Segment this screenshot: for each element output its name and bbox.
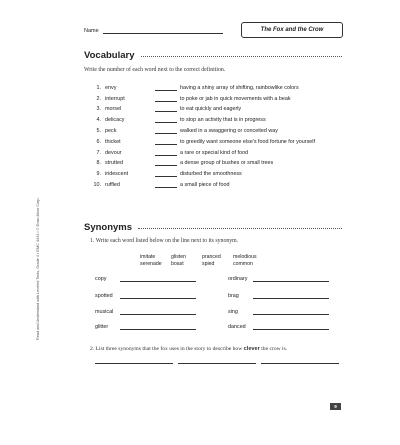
synonyms-heading [84,222,342,233]
synonym-word: sing [228,309,238,315]
page-number: 9 [330,403,341,410]
answer-blank[interactable] [155,160,177,166]
vocab-row [92,145,352,156]
vocab-num: 9. [96,171,101,178]
q2-answer-line[interactable] [178,358,256,364]
vocab-row [92,102,352,113]
synonym-row-right [228,276,329,282]
synonym-word: musical [95,309,114,315]
vocab-row [92,80,352,91]
q2-answer-line[interactable] [261,358,339,364]
synonym-row-left [95,309,196,315]
vocab-word: thicket [105,138,121,145]
vocab-num: 8. [96,160,101,167]
vocab-definition: to poke or jab in quick movements with a beak [180,95,291,102]
q2-text: 2. List three synonyms that the fox uses in the story to describe how [90,346,244,352]
name-line[interactable] [103,27,223,34]
heading-dots [141,56,342,57]
synonym-word: spotted [95,293,113,299]
synonym-answer-line[interactable] [120,324,196,330]
answer-blank[interactable] [155,85,177,91]
vocab-num: 7. [96,149,101,156]
word-bank-column [140,254,171,268]
synonym-row-right [228,309,329,315]
vocab-word: ruffled [105,181,120,188]
name-label: Name [84,28,99,34]
vocabulary-heading-text: Vocabulary [84,50,135,61]
word-bank-column [202,254,233,268]
q2-answer-lines [95,358,339,364]
synonym-answer-line[interactable] [253,309,329,315]
vocabulary-list [92,80,352,188]
answer-blank[interactable] [155,150,177,156]
bank-word: spied [202,261,215,267]
synonyms-question-1: 1. Write each word listed below on the line next to its synonym. [90,238,239,244]
synonym-word: brag [228,293,239,299]
vocab-definition: a rare or special kind of food [180,149,249,156]
bank-word: pranced [202,254,221,260]
name-field [84,27,223,34]
vocab-row [92,156,352,167]
answer-blank[interactable] [155,117,177,123]
vocab-row [92,123,352,134]
vocab-word: interrupt [105,95,125,102]
vocab-definition: to eat quickly and eagerly [180,106,242,113]
vocab-row [92,177,352,188]
q2-answer-line[interactable] [95,358,173,364]
synonym-answer-line[interactable] [120,276,196,282]
vocab-word: strutted [105,160,123,167]
synonym-row-right [228,324,329,330]
vocab-word: iridescent [105,171,129,178]
q2-text-end: the crow is. [259,346,288,352]
vocab-num: 6. [96,138,101,145]
vocab-definition: disturbed the smoothness [180,171,242,178]
vocab-num: 10. [93,181,101,188]
word-bank-column [233,254,264,268]
vocabulary-heading [84,50,342,61]
vocab-word: delicacy [105,117,125,124]
vocab-num: 1. [96,84,101,91]
synonym-row-left [95,293,196,299]
word-bank-column [171,254,202,268]
vocab-num: 2. [96,95,101,102]
vocab-definition: a small piece of food [180,181,230,188]
bank-word: common [233,261,253,267]
synonym-answer-line[interactable] [253,324,329,330]
vocab-definition: to stop an activity that is in progress [180,117,266,124]
vocab-definition: walked in a swaggering or conceited way [180,127,278,134]
answer-blank[interactable] [155,106,177,112]
vocab-row [92,166,352,177]
synonym-word: danced [228,324,246,330]
synonym-row-right [228,293,329,299]
answer-blank[interactable] [155,139,177,145]
synonym-word: copy [95,276,107,282]
answer-blank[interactable] [155,171,177,177]
synonym-answer-line[interactable] [253,293,329,299]
synonym-row-left [95,276,196,282]
copyright-text: Read and Understand with Leveled Texts, Grade 4 • EMC 3444 • © Evan-Moor Corp. [36,197,40,340]
story-title-box [241,22,343,38]
q2-bold-word: clever [243,346,260,352]
vocab-word: devour [105,149,122,156]
word-bank [140,254,264,268]
vocab-definition: having a shiny array of shifting, rainbowlike colors [180,84,299,91]
vocab-row [92,91,352,102]
synonym-word: glitter [95,324,109,330]
vocab-num: 5. [96,127,101,134]
vocab-num: 4. [96,117,101,124]
vocab-word: morsel [105,106,122,113]
vocab-definition: a dense group of bushes or small trees [180,160,274,167]
synonym-answer-line[interactable] [253,276,329,282]
answer-blank[interactable] [155,182,177,188]
bank-word: boast [171,261,184,267]
bank-word: imitate [140,254,156,260]
heading-dots [138,228,342,229]
synonym-word: ordinary [228,276,248,282]
synonyms-heading-text: Synonyms [84,222,133,233]
bank-word: melodious [233,254,257,260]
vocab-word: envy [105,84,117,91]
bank-word: glisten [171,254,186,260]
answer-blank[interactable] [155,128,177,134]
vocab-word: peck [105,127,117,134]
vocabulary-instruction: Write the number of each word next to the correct definition. [84,67,226,73]
story-title: The Fox and the Crow [260,27,324,33]
synonym-answer-line[interactable] [120,293,196,299]
vocab-definition: to greedily want someone else's food fortune for yourself [180,138,315,145]
synonym-answer-line[interactable] [120,309,196,315]
answer-blank[interactable] [155,96,177,102]
synonyms-question-2 [90,346,287,352]
vocab-row [92,134,352,145]
synonym-row-left [95,324,196,330]
bank-word: serenade [140,261,162,267]
vocab-num: 3. [96,106,101,113]
vocab-row [92,112,352,123]
